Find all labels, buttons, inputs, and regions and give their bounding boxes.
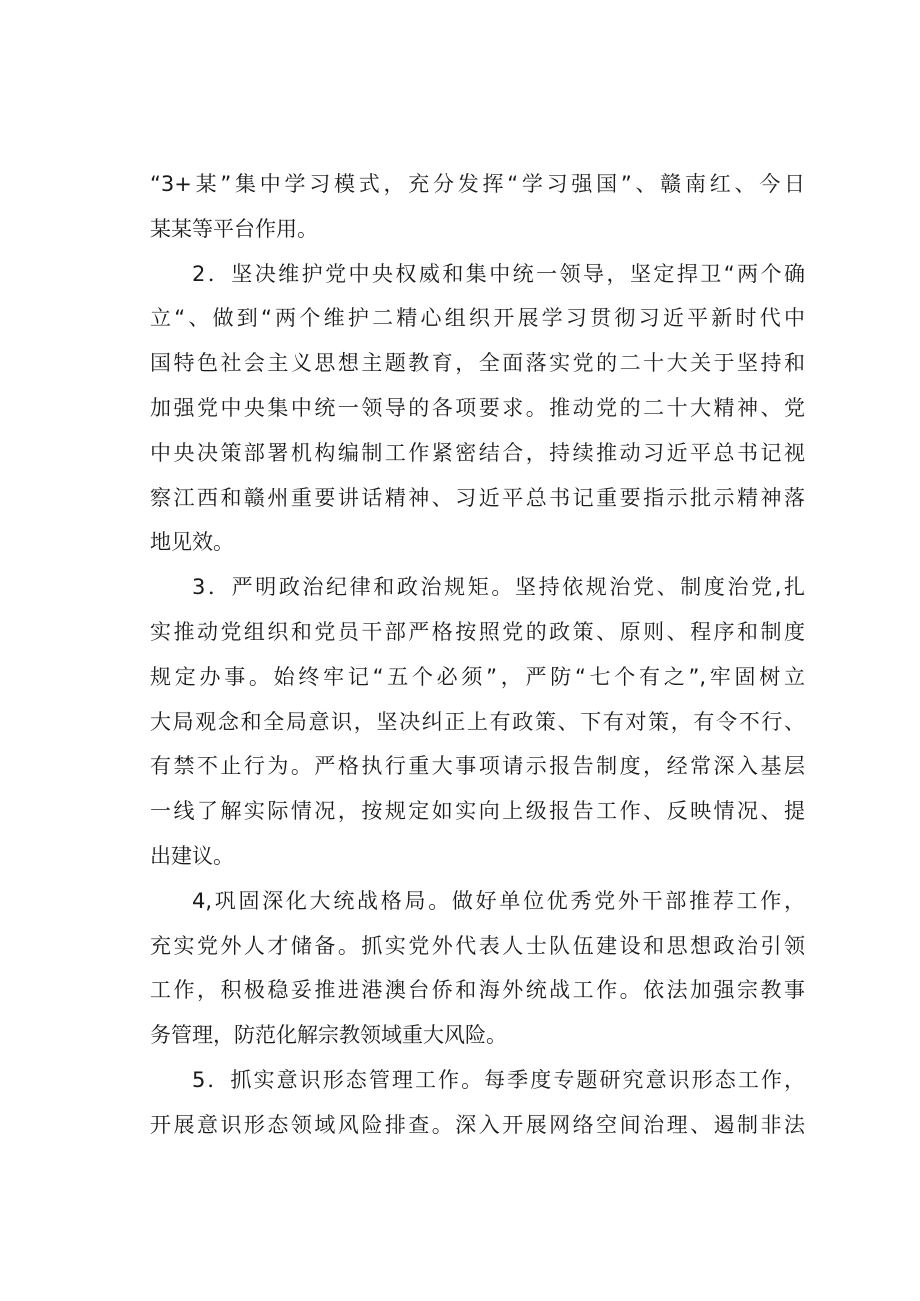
text-line: 规定办事。始终牢记“五个必须”，严防“七个有之”,牢固树立: [150, 664, 805, 689]
text-line: 实推动党组织和党员干部严格按照党的政策、原则、程序和制度: [150, 619, 805, 644]
text-line: 2．坚决维护党中央权威和集中统一领导，坚定捍卫“两个确: [192, 261, 805, 286]
text-line: 国特色社会主义思想主题教育，全面落实党的二十大关于坚持和: [150, 351, 805, 376]
paragraph-1: [150, 162, 805, 252]
text-line: 工作，积极稳妥推进港澳台侨和海外统战工作。依法加强宗教事: [150, 978, 805, 1003]
text-line: 加强党中央集中统一领导的各项要求。推动党的二十大精神、党: [150, 395, 805, 420]
paragraph-2: [150, 252, 805, 566]
text-line: 中央决策部署机构编制工作紧密结合，持续推动习近平总书记视: [150, 440, 805, 465]
text-line: 立“、做到“两个维护二精心组织开展学习贯彻习近平新时代中: [150, 306, 805, 331]
paragraph-5: [150, 1058, 805, 1148]
text-line: 某某等平台作用。: [150, 216, 318, 241]
text-line: 出建议。: [150, 843, 234, 868]
text-line: 有禁不止行为。严格执行重大事项请示报告制度，经常深入基层: [150, 754, 805, 779]
text-line: 察江西和赣州重要讲话精神、习近平总书记重要指示批示精神落: [150, 485, 805, 510]
text-line: 地见效。: [150, 530, 234, 555]
text-line: 3．严明政治纪律和政治规矩。坚持依规治党、制度治党,扎: [192, 575, 805, 600]
paragraph-4: [150, 879, 805, 1058]
paragraph-3: [150, 565, 805, 879]
document-body: [150, 162, 805, 1148]
text-line: 大局观念和全局意识，坚决纠正上有政策、下有对策，有令不行、: [150, 709, 805, 734]
text-line: 4,巩固深化大统战格局。做好单位优秀党外干部推荐工作，: [192, 888, 805, 913]
text-line: 5．抓实意识形态管理工作。每季度专题研究意识形态工作，: [192, 1067, 805, 1092]
text-line: “3+某”集中学习模式，充分发挥“学习强国”、赣南红、今日: [150, 172, 805, 196]
text-line: 一线了解实际情况，按规定如实向上级报告工作、反映情况、提: [150, 799, 805, 824]
text-line: 务管理，防范化解宗教领域重大风险。: [150, 1023, 507, 1048]
text-line: 充实党外人才储备。抓实党外代表人士队伍建设和思想政治引领: [150, 933, 805, 958]
text-line: 开展意识形态领域风险排查。深入开展网络空间治理、遏制非法: [150, 1112, 805, 1137]
